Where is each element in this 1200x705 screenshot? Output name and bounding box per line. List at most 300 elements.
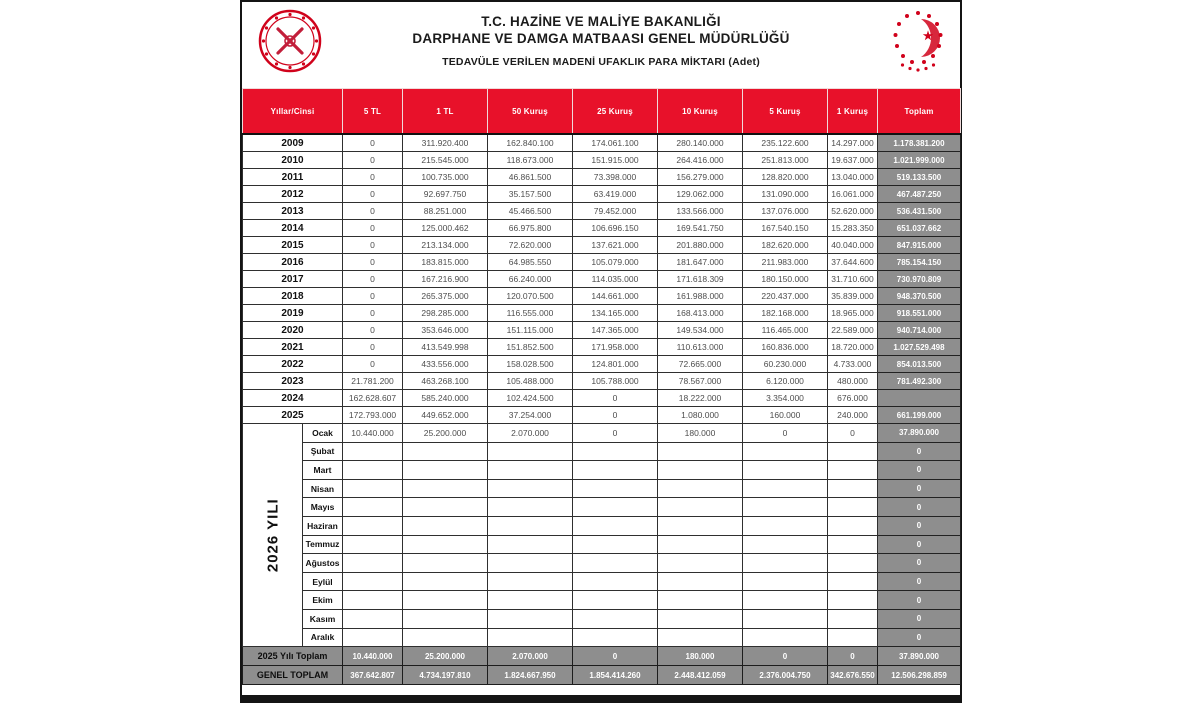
value-cell bbox=[573, 535, 658, 554]
total-value-cell: 180.000 bbox=[658, 647, 743, 666]
value-cell: 413.549.998 bbox=[403, 339, 488, 356]
value-cell bbox=[488, 479, 573, 498]
value-cell: 168.413.000 bbox=[658, 305, 743, 322]
value-cell bbox=[403, 479, 488, 498]
value-cell: 235.122.600 bbox=[743, 134, 828, 152]
value-cell bbox=[573, 516, 658, 535]
year-label: 2019 bbox=[243, 305, 343, 322]
value-cell: 149.534.000 bbox=[658, 322, 743, 339]
value-cell: 167.540.150 bbox=[743, 220, 828, 237]
year-label: 2021 bbox=[243, 339, 343, 356]
value-cell bbox=[658, 572, 743, 591]
value-cell bbox=[573, 498, 658, 517]
value-cell: 4.733.000 bbox=[828, 356, 878, 373]
year-label: 2016 bbox=[243, 254, 343, 271]
value-cell: 116.465.000 bbox=[743, 322, 828, 339]
value-cell: 35.157.500 bbox=[488, 186, 573, 203]
value-cell: 0 bbox=[343, 322, 403, 339]
toplam-cell: 948.370.500 bbox=[878, 288, 961, 305]
year-block-label: 2026 YILI bbox=[243, 424, 303, 647]
value-cell: 0 bbox=[343, 254, 403, 271]
value-cell: 181.647.000 bbox=[658, 254, 743, 271]
value-cell bbox=[743, 498, 828, 517]
value-cell bbox=[743, 479, 828, 498]
toplam-cell: 536.431.500 bbox=[878, 203, 961, 220]
value-cell: 14.297.000 bbox=[828, 134, 878, 152]
value-cell: 201.880.000 bbox=[658, 237, 743, 254]
toplam-cell: 854.013.500 bbox=[878, 356, 961, 373]
month-row bbox=[243, 424, 961, 443]
month-row bbox=[243, 609, 961, 628]
toplam-cell: 0 bbox=[878, 554, 961, 573]
toplam-cell: 940.714.000 bbox=[878, 322, 961, 339]
value-cell: 22.589.000 bbox=[828, 322, 878, 339]
column-header-10kurus: 10 Kuruş bbox=[658, 89, 743, 135]
value-cell: 129.062.000 bbox=[658, 186, 743, 203]
month-row bbox=[243, 554, 961, 573]
toplam-cell: 467.487.250 bbox=[878, 186, 961, 203]
month-label: Mart bbox=[303, 461, 343, 480]
value-cell bbox=[488, 572, 573, 591]
value-cell: 110.613.000 bbox=[658, 339, 743, 356]
value-cell: 169.541.750 bbox=[658, 220, 743, 237]
value-cell: 131.090.000 bbox=[743, 186, 828, 203]
value-cell: 124.801.000 bbox=[573, 356, 658, 373]
value-cell: 116.555.000 bbox=[488, 305, 573, 322]
value-cell bbox=[403, 535, 488, 554]
toplam-cell: 781.492.300 bbox=[878, 373, 961, 390]
value-cell bbox=[343, 461, 403, 480]
value-cell bbox=[658, 609, 743, 628]
value-cell: 0 bbox=[343, 203, 403, 220]
total-row-label: 2025 Yılı Toplam bbox=[243, 647, 343, 666]
value-cell bbox=[828, 461, 878, 480]
value-cell bbox=[573, 554, 658, 573]
value-cell: 105.488.000 bbox=[488, 373, 573, 390]
value-cell: 162.840.100 bbox=[488, 134, 573, 152]
value-cell: 156.279.000 bbox=[658, 169, 743, 186]
year-row bbox=[243, 169, 961, 186]
total-value-cell: 0 bbox=[573, 647, 658, 666]
month-row bbox=[243, 628, 961, 647]
value-cell: 433.556.000 bbox=[403, 356, 488, 373]
month-row bbox=[243, 442, 961, 461]
year-row bbox=[243, 186, 961, 203]
value-cell bbox=[403, 461, 488, 480]
value-cell: 0 bbox=[343, 339, 403, 356]
value-cell bbox=[743, 628, 828, 647]
directorate-title: DARPHANE VE DAMGA MATBAASI GENEL MÜDÜRLÜĞÜ bbox=[412, 31, 790, 46]
value-cell: 213.134.000 bbox=[403, 237, 488, 254]
value-cell bbox=[828, 535, 878, 554]
year-row bbox=[243, 152, 961, 169]
value-cell bbox=[343, 479, 403, 498]
year-label: 2017 bbox=[243, 271, 343, 288]
value-cell: 2.070.000 bbox=[488, 424, 573, 443]
value-cell bbox=[403, 591, 488, 610]
value-cell bbox=[573, 609, 658, 628]
value-cell: 18.965.000 bbox=[828, 305, 878, 322]
year-row bbox=[243, 390, 961, 407]
value-cell: 182.620.000 bbox=[743, 237, 828, 254]
month-label: Ağustos bbox=[303, 554, 343, 573]
value-cell: 19.637.000 bbox=[828, 152, 878, 169]
value-cell bbox=[658, 516, 743, 535]
year-label: 2020 bbox=[243, 322, 343, 339]
year-row bbox=[243, 356, 961, 373]
value-cell: 0 bbox=[343, 169, 403, 186]
value-cell: 105.788.000 bbox=[573, 373, 658, 390]
value-cell bbox=[573, 479, 658, 498]
value-cell: 114.035.000 bbox=[573, 271, 658, 288]
value-cell: 3.354.000 bbox=[743, 390, 828, 407]
report-sheet bbox=[240, 0, 962, 703]
month-label: Nisan bbox=[303, 479, 343, 498]
table-header-row bbox=[243, 89, 961, 135]
value-cell: 311.920.400 bbox=[403, 134, 488, 152]
toplam-cell: 0 bbox=[878, 498, 961, 517]
total-value-cell: 1.854.414.260 bbox=[573, 666, 658, 685]
value-cell bbox=[658, 498, 743, 517]
value-cell: 78.567.000 bbox=[658, 373, 743, 390]
toplam-cell: 730.970.809 bbox=[878, 271, 961, 288]
year-label: 2009 bbox=[243, 134, 343, 152]
value-cell bbox=[658, 628, 743, 647]
month-label: Aralık bbox=[303, 628, 343, 647]
value-cell: 66.975.800 bbox=[488, 220, 573, 237]
report-header bbox=[242, 2, 960, 88]
column-header-50kurus: 50 Kuruş bbox=[488, 89, 573, 135]
value-cell: 133.566.000 bbox=[658, 203, 743, 220]
value-cell bbox=[573, 628, 658, 647]
value-cell bbox=[403, 442, 488, 461]
value-cell: 18.720.000 bbox=[828, 339, 878, 356]
value-cell: 128.820.000 bbox=[743, 169, 828, 186]
value-cell: 6.120.000 bbox=[743, 373, 828, 390]
value-cell: 15.283.350 bbox=[828, 220, 878, 237]
value-cell: 79.452.000 bbox=[573, 203, 658, 220]
value-cell: 144.661.000 bbox=[573, 288, 658, 305]
value-cell bbox=[743, 591, 828, 610]
value-cell bbox=[828, 591, 878, 610]
value-cell bbox=[828, 479, 878, 498]
value-cell: 37.644.600 bbox=[828, 254, 878, 271]
year-label: 2011 bbox=[243, 169, 343, 186]
column-header-yillar-cinsi: Yıllar/Cinsi bbox=[243, 89, 343, 135]
value-cell: 1.080.000 bbox=[658, 407, 743, 424]
value-cell bbox=[573, 572, 658, 591]
value-cell: 72.620.000 bbox=[488, 237, 573, 254]
value-cell: 0 bbox=[573, 424, 658, 443]
value-cell bbox=[343, 572, 403, 591]
value-cell bbox=[488, 498, 573, 517]
value-cell bbox=[488, 609, 573, 628]
value-cell: 16.061.000 bbox=[828, 186, 878, 203]
value-cell bbox=[658, 554, 743, 573]
value-cell: 160.000 bbox=[743, 407, 828, 424]
value-cell: 215.545.000 bbox=[403, 152, 488, 169]
value-cell: 102.424.500 bbox=[488, 390, 573, 407]
value-cell: 88.251.000 bbox=[403, 203, 488, 220]
value-cell bbox=[488, 516, 573, 535]
value-cell: 106.696.150 bbox=[573, 220, 658, 237]
value-cell bbox=[743, 554, 828, 573]
value-cell bbox=[743, 461, 828, 480]
total-row-label: GENEL TOPLAM bbox=[243, 666, 343, 685]
year-row bbox=[243, 271, 961, 288]
value-cell: 73.398.000 bbox=[573, 169, 658, 186]
value-cell bbox=[828, 554, 878, 573]
value-cell: 64.985.550 bbox=[488, 254, 573, 271]
total-value-cell: 10.440.000 bbox=[343, 647, 403, 666]
value-cell: 0 bbox=[343, 305, 403, 322]
value-cell: 105.079.000 bbox=[573, 254, 658, 271]
total-value-cell: 37.890.000 bbox=[878, 647, 961, 666]
value-cell: 353.646.000 bbox=[403, 322, 488, 339]
value-cell: 45.466.500 bbox=[488, 203, 573, 220]
month-row bbox=[243, 498, 961, 517]
toplam-cell: 0 bbox=[878, 609, 961, 628]
value-cell: 52.620.000 bbox=[828, 203, 878, 220]
toplam-cell: 847.915.000 bbox=[878, 237, 961, 254]
value-cell: 162.628.607 bbox=[343, 390, 403, 407]
toplam-cell: 0 bbox=[878, 591, 961, 610]
month-row bbox=[243, 535, 961, 554]
month-row bbox=[243, 591, 961, 610]
value-cell: 220.437.000 bbox=[743, 288, 828, 305]
toplam-cell: 0 bbox=[878, 479, 961, 498]
year-label: 2010 bbox=[243, 152, 343, 169]
total-value-cell: 4.734.197.810 bbox=[403, 666, 488, 685]
value-cell: 180.150.000 bbox=[743, 271, 828, 288]
value-cell: 18.222.000 bbox=[658, 390, 743, 407]
toplam-cell: 918.551.000 bbox=[878, 305, 961, 322]
year-row bbox=[243, 288, 961, 305]
value-cell: 280.140.000 bbox=[658, 134, 743, 152]
month-label: Haziran bbox=[303, 516, 343, 535]
value-cell: 240.000 bbox=[828, 407, 878, 424]
value-cell: 125.000.462 bbox=[403, 220, 488, 237]
total-value-cell: 1.824.667.950 bbox=[488, 666, 573, 685]
total-row bbox=[243, 647, 961, 666]
month-label: Mayıs bbox=[303, 498, 343, 517]
month-row bbox=[243, 461, 961, 480]
month-label: Kasım bbox=[303, 609, 343, 628]
value-cell: 118.673.000 bbox=[488, 152, 573, 169]
year-label: 2018 bbox=[243, 288, 343, 305]
value-cell bbox=[828, 498, 878, 517]
month-row bbox=[243, 516, 961, 535]
toplam-cell: 0 bbox=[878, 461, 961, 480]
value-cell: 92.697.750 bbox=[403, 186, 488, 203]
value-cell bbox=[488, 628, 573, 647]
column-header-25kurus: 25 Kuruş bbox=[573, 89, 658, 135]
value-cell bbox=[828, 609, 878, 628]
total-value-cell: 12.506.298.859 bbox=[878, 666, 961, 685]
report-subtitle: TEDAVÜLE VERİLEN MADENİ UFAKLIK PARA MİKTARI (Adet) bbox=[442, 56, 760, 68]
value-cell: 25.200.000 bbox=[403, 424, 488, 443]
value-cell: 161.988.000 bbox=[658, 288, 743, 305]
toplam-cell: 0 bbox=[878, 628, 961, 647]
value-cell: 171.958.000 bbox=[573, 339, 658, 356]
year-row bbox=[243, 373, 961, 390]
value-cell: 60.230.000 bbox=[743, 356, 828, 373]
value-cell: 449.652.000 bbox=[403, 407, 488, 424]
toplam-cell bbox=[878, 390, 961, 407]
value-cell: 251.813.000 bbox=[743, 152, 828, 169]
total-value-cell: 0 bbox=[743, 647, 828, 666]
value-cell: 160.836.000 bbox=[743, 339, 828, 356]
column-header-1tl: 1 TL bbox=[403, 89, 488, 135]
column-header-toplam: Toplam bbox=[878, 89, 961, 135]
value-cell bbox=[488, 442, 573, 461]
year-label: 2025 bbox=[243, 407, 343, 424]
value-cell bbox=[658, 535, 743, 554]
toplam-cell: 1.021.999.000 bbox=[878, 152, 961, 169]
value-cell bbox=[488, 591, 573, 610]
value-cell: 182.168.000 bbox=[743, 305, 828, 322]
year-label: 2014 bbox=[243, 220, 343, 237]
total-value-cell: 2.070.000 bbox=[488, 647, 573, 666]
report-titles bbox=[242, 2, 960, 68]
value-cell bbox=[573, 461, 658, 480]
toplam-cell: 0 bbox=[878, 572, 961, 591]
darphane-logo-icon bbox=[258, 9, 322, 73]
month-label: Eylül bbox=[303, 572, 343, 591]
value-cell bbox=[828, 572, 878, 591]
value-cell: 167.216.900 bbox=[403, 271, 488, 288]
value-cell bbox=[828, 628, 878, 647]
total-value-cell: 2.448.412.059 bbox=[658, 666, 743, 685]
total-value-cell: 342.676.550 bbox=[828, 666, 878, 685]
toplam-cell: 519.133.500 bbox=[878, 169, 961, 186]
year-row bbox=[243, 254, 961, 271]
toplam-cell: 0 bbox=[878, 516, 961, 535]
month-label: Temmuz bbox=[303, 535, 343, 554]
value-cell: 0 bbox=[343, 134, 403, 152]
year-label: 2023 bbox=[243, 373, 343, 390]
value-cell bbox=[403, 609, 488, 628]
value-cell: 183.815.000 bbox=[403, 254, 488, 271]
year-row bbox=[243, 305, 961, 322]
value-cell: 0 bbox=[343, 220, 403, 237]
value-cell: 0 bbox=[343, 288, 403, 305]
value-cell: 13.040.000 bbox=[828, 169, 878, 186]
value-cell bbox=[658, 461, 743, 480]
value-cell bbox=[343, 535, 403, 554]
value-cell: 0 bbox=[573, 407, 658, 424]
value-cell: 147.365.000 bbox=[573, 322, 658, 339]
value-cell bbox=[828, 442, 878, 461]
value-cell bbox=[403, 572, 488, 591]
value-cell: 480.000 bbox=[828, 373, 878, 390]
value-cell bbox=[488, 554, 573, 573]
value-cell: 211.983.000 bbox=[743, 254, 828, 271]
value-cell bbox=[488, 535, 573, 554]
year-row bbox=[243, 237, 961, 254]
value-cell: 171.618.309 bbox=[658, 271, 743, 288]
value-cell bbox=[343, 628, 403, 647]
month-row bbox=[243, 479, 961, 498]
value-cell: 463.268.100 bbox=[403, 373, 488, 390]
value-cell bbox=[658, 591, 743, 610]
value-cell bbox=[658, 442, 743, 461]
value-cell bbox=[343, 516, 403, 535]
value-cell bbox=[658, 479, 743, 498]
value-cell: 63.419.000 bbox=[573, 186, 658, 203]
value-cell bbox=[488, 461, 573, 480]
toplam-cell: 0 bbox=[878, 535, 961, 554]
month-label: Ocak bbox=[303, 424, 343, 443]
value-cell: 137.621.000 bbox=[573, 237, 658, 254]
value-cell: 0 bbox=[828, 424, 878, 443]
value-cell: 21.781.200 bbox=[343, 373, 403, 390]
coin-circulation-table bbox=[242, 88, 961, 685]
value-cell: 40.040.000 bbox=[828, 237, 878, 254]
column-header-5tl: 5 TL bbox=[343, 89, 403, 135]
year-label: 2013 bbox=[243, 203, 343, 220]
value-cell bbox=[743, 516, 828, 535]
value-cell bbox=[403, 628, 488, 647]
value-cell: 264.416.000 bbox=[658, 152, 743, 169]
value-cell bbox=[573, 591, 658, 610]
value-cell bbox=[403, 554, 488, 573]
value-cell bbox=[403, 516, 488, 535]
month-label: Şubat bbox=[303, 442, 343, 461]
year-label: 2012 bbox=[243, 186, 343, 203]
value-cell bbox=[343, 609, 403, 628]
toplam-cell: 0 bbox=[878, 442, 961, 461]
total-row bbox=[243, 666, 961, 685]
value-cell: 37.254.000 bbox=[488, 407, 573, 424]
value-cell bbox=[743, 442, 828, 461]
toplam-cell: 1.027.529.498 bbox=[878, 339, 961, 356]
value-cell: 0 bbox=[343, 186, 403, 203]
value-cell: 151.852.500 bbox=[488, 339, 573, 356]
value-cell bbox=[343, 554, 403, 573]
value-cell: 66.240.000 bbox=[488, 271, 573, 288]
year-label: 2024 bbox=[243, 390, 343, 407]
year-row bbox=[243, 407, 961, 424]
total-value-cell: 25.200.000 bbox=[403, 647, 488, 666]
column-header-5kurus: 5 Kuruş bbox=[743, 89, 828, 135]
year-row bbox=[243, 339, 961, 356]
year-row bbox=[243, 220, 961, 237]
value-cell: 0 bbox=[573, 390, 658, 407]
value-cell bbox=[743, 609, 828, 628]
value-cell bbox=[343, 498, 403, 517]
value-cell bbox=[343, 591, 403, 610]
value-cell: 0 bbox=[343, 271, 403, 288]
year-row bbox=[243, 322, 961, 339]
value-cell: 172.793.000 bbox=[343, 407, 403, 424]
value-cell: 46.861.500 bbox=[488, 169, 573, 186]
value-cell: 10.440.000 bbox=[343, 424, 403, 443]
month-row bbox=[243, 572, 961, 591]
value-cell: 134.165.000 bbox=[573, 305, 658, 322]
value-cell: 137.076.000 bbox=[743, 203, 828, 220]
toplam-cell: 1.178.381.200 bbox=[878, 134, 961, 152]
value-cell: 120.070.500 bbox=[488, 288, 573, 305]
value-cell: 35.839.000 bbox=[828, 288, 878, 305]
column-header-1kurus: 1 Kuruş bbox=[828, 89, 878, 135]
value-cell: 72.665.000 bbox=[658, 356, 743, 373]
value-cell bbox=[343, 442, 403, 461]
value-cell bbox=[403, 498, 488, 517]
value-cell bbox=[573, 442, 658, 461]
value-cell: 151.915.000 bbox=[573, 152, 658, 169]
value-cell: 174.061.100 bbox=[573, 134, 658, 152]
